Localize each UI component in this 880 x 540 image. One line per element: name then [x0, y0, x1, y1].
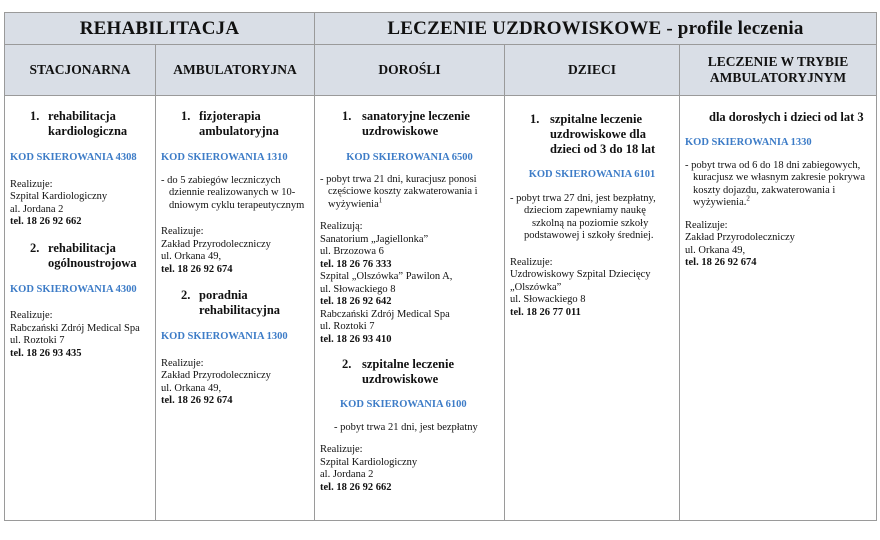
section-title-line: szpitalne leczenie [362, 357, 454, 371]
provider-address: ul. Orkana 49, [161, 251, 222, 262]
section-title-line: ambulatoryjna [199, 124, 279, 138]
provider-name: Rabczański Zdrój Medical Spa [10, 322, 140, 334]
description-text: wyżywienia [328, 198, 379, 210]
description-line: koszty dojazdu, zakwaterowania i [693, 184, 836, 196]
section-number: 1. [530, 112, 540, 126]
description-line: - pobyt trwa od 6 do 18 dni zabiegowych, [685, 159, 861, 171]
description-line: dniowym cyklu terapeutycznym [169, 199, 305, 211]
section-title-line: fizjoterapia [199, 109, 261, 123]
description-line [685, 194, 871, 210]
provider-phone: tel. 18 26 92 662 [10, 216, 82, 227]
subheader-dzieci: DZIECI [505, 45, 680, 96]
provider-address: ul. Orkana 49, [161, 382, 222, 394]
section-title-line: uzdrowiskowe [362, 372, 439, 386]
footnote-marker: 1 [378, 196, 383, 204]
referral-code: KOD SKIEROWANIA 1310 [161, 152, 288, 163]
section-title-line: uzdrowiskowe [362, 124, 439, 138]
section-title [10, 241, 150, 271]
provider-phone: tel. 18 26 77 011 [510, 306, 581, 318]
section-number: 2. [342, 357, 352, 371]
provider-name: Zakład Przyrodoleczniczy [161, 370, 271, 381]
provider-name-quoted: „Olszówka” [510, 281, 562, 293]
subheader-ambulatoryjna: AMBULATORYJNA [156, 45, 315, 96]
description-line: dzieciom zapewniamy naukę [524, 205, 646, 216]
provider-address: ul. Słowackiego 8 [320, 283, 396, 295]
provider-address: ul. Orkana 49, [685, 244, 746, 256]
provider-phone: tel. 18 26 92 674 [161, 395, 233, 406]
provider-name: Szpital Kardiologiczny [320, 456, 418, 468]
subheader-stacjonarna: STACJONARNA [5, 45, 156, 96]
section-title-line: ogólnoustrojowa [48, 255, 137, 270]
provider-name: Szpital „Olszówka” Pawilon A, [320, 271, 453, 282]
description-line: podstawowej i szkoły średniej. [524, 230, 654, 241]
provider-label: Realizuje: [10, 310, 53, 321]
column-ambulatoryjna [156, 96, 315, 521]
section-title [320, 109, 499, 139]
provider-label: Realizuje: [10, 178, 53, 190]
section-number: 2. [181, 288, 191, 302]
section-title: dla dorosłych i dzieci od lat 3 [709, 110, 864, 124]
referral-code: KOD SKIEROWANIA 6500 [346, 152, 473, 163]
description-line: szkolną na poziomie szkoły [532, 217, 649, 229]
provider-name: Zakład Przyrodoleczniczy [161, 238, 271, 250]
provider-name: Rabczański Zdrój Medical Spa [320, 308, 450, 320]
section-title [510, 112, 674, 157]
section-number: 1. [181, 109, 191, 123]
provider-phone: tel. 18 26 93 435 [10, 347, 82, 359]
provider-phone: tel. 18 26 92 662 [320, 481, 392, 493]
description-line: dziennie realizowanych w 10- [169, 187, 296, 198]
description-line: - do 5 zabiegów leczniczych [161, 174, 281, 186]
subheader-tryb-line2: AMBULATORYJNYM [709, 70, 847, 85]
provider-label: Realizuje: [320, 444, 363, 455]
description-text: wyżywienia. [693, 197, 747, 208]
provider-name: Uzdrowiskowy Szpital Dziecięcy [510, 269, 651, 280]
description-line [320, 196, 499, 212]
footnote-marker: 2 [746, 194, 750, 203]
provider-phone: tel. 18 26 92 674 [685, 257, 757, 268]
provider-phone: tel. 18 26 93 410 [320, 333, 392, 345]
provider-address: ul. Roztoki 7 [320, 321, 375, 332]
description-line: - pobyt trwa 27 dni, jest bezpłatny, [510, 192, 656, 204]
section-title-line: uzdrowiskowe dla [550, 127, 646, 141]
provider-phone: tel. 18 26 92 674 [161, 263, 233, 275]
section-number: 1. [30, 109, 40, 123]
column-dzieci [505, 96, 680, 521]
referral-code: KOD SKIEROWANIA 1330 [685, 137, 812, 148]
description-line: - pobyt trwa 21 dni, jest bezpłatny [334, 421, 478, 433]
section-number: 2. [30, 240, 40, 255]
provider-address: ul. Słowackiego 8 [510, 294, 586, 305]
referral-code: KOD SKIEROWANIA 6100 [340, 399, 467, 410]
column-tryb-ambulatoryjny [680, 96, 877, 521]
section-title-line: szpitalne leczenie [550, 112, 642, 126]
provider-address: ul. Brzozowa 6 [320, 246, 384, 257]
section-title-line: poradnia [199, 288, 248, 302]
section-title-line: sanatoryjne leczenie [362, 109, 470, 123]
referral-code: KOD SKIEROWANIA 1300 [161, 331, 288, 342]
referral-code: KOD SKIEROWANIA 4308 [10, 152, 137, 163]
provider-address: al. Jordana 2 [320, 469, 374, 480]
column-dorosli [315, 96, 505, 521]
section-title-line: dzieci od 3 do 18 lat [550, 142, 656, 156]
provider-label: Realizują: [320, 221, 363, 232]
description-line: częściowe koszty zakwaterowania i [328, 186, 478, 197]
referral-code: KOD SKIEROWANIA 4300 [10, 283, 137, 295]
section-title-line: rehabilitacyjna [199, 303, 281, 317]
subheader-dorosli: DOROŚLI [315, 45, 505, 96]
section-title-line: kardiologiczna [48, 124, 128, 138]
subheader-tryb-line1: LECZENIE W TRYBIE [707, 54, 849, 69]
section-title [161, 109, 309, 139]
column-stacjonarna [5, 96, 156, 521]
provider-phone: tel. 18 26 92 642 [320, 296, 392, 307]
provider-label: Realizuje: [510, 256, 553, 268]
section-number: 1. [342, 109, 352, 123]
referral-code: KOD SKIEROWANIA 6101 [528, 169, 656, 180]
header-leczenie-uzdrowiskowe: LECZENIE UZDROWISKOWE - profile leczenia [315, 13, 877, 45]
description-line: - pobyt trwa 21 dni, kuracjusz ponosi [320, 173, 477, 185]
section-title-line: rehabilitacja [48, 109, 116, 123]
provider-label: Realizuje: [161, 357, 204, 369]
provider-label: Realizuje: [161, 226, 204, 237]
provider-label: Realizuje: [685, 219, 728, 231]
provider-address: ul. Roztoki 7 [10, 335, 65, 346]
subheader-tryb-ambulatoryjny [680, 45, 877, 96]
description-line: kuracjusz we własnym zakresie pokrywa [693, 172, 866, 183]
section-title-line: rehabilitacja [48, 240, 116, 255]
section-title [10, 109, 150, 139]
section-title [161, 288, 309, 318]
provider-name: Szpital Kardiologiczny [10, 191, 108, 202]
provider-phone: tel. 18 26 76 333 [320, 258, 392, 270]
provider-address: al. Jordana 2 [10, 203, 64, 215]
header-rehabilitacja: REHABILITACJA [5, 13, 315, 45]
section-title [320, 357, 499, 387]
provider-name: Sanatorium „Jagiellonka” [320, 233, 429, 245]
profiles-table [4, 12, 877, 521]
provider-name: Zakład Przyrodoleczniczy [685, 232, 795, 243]
